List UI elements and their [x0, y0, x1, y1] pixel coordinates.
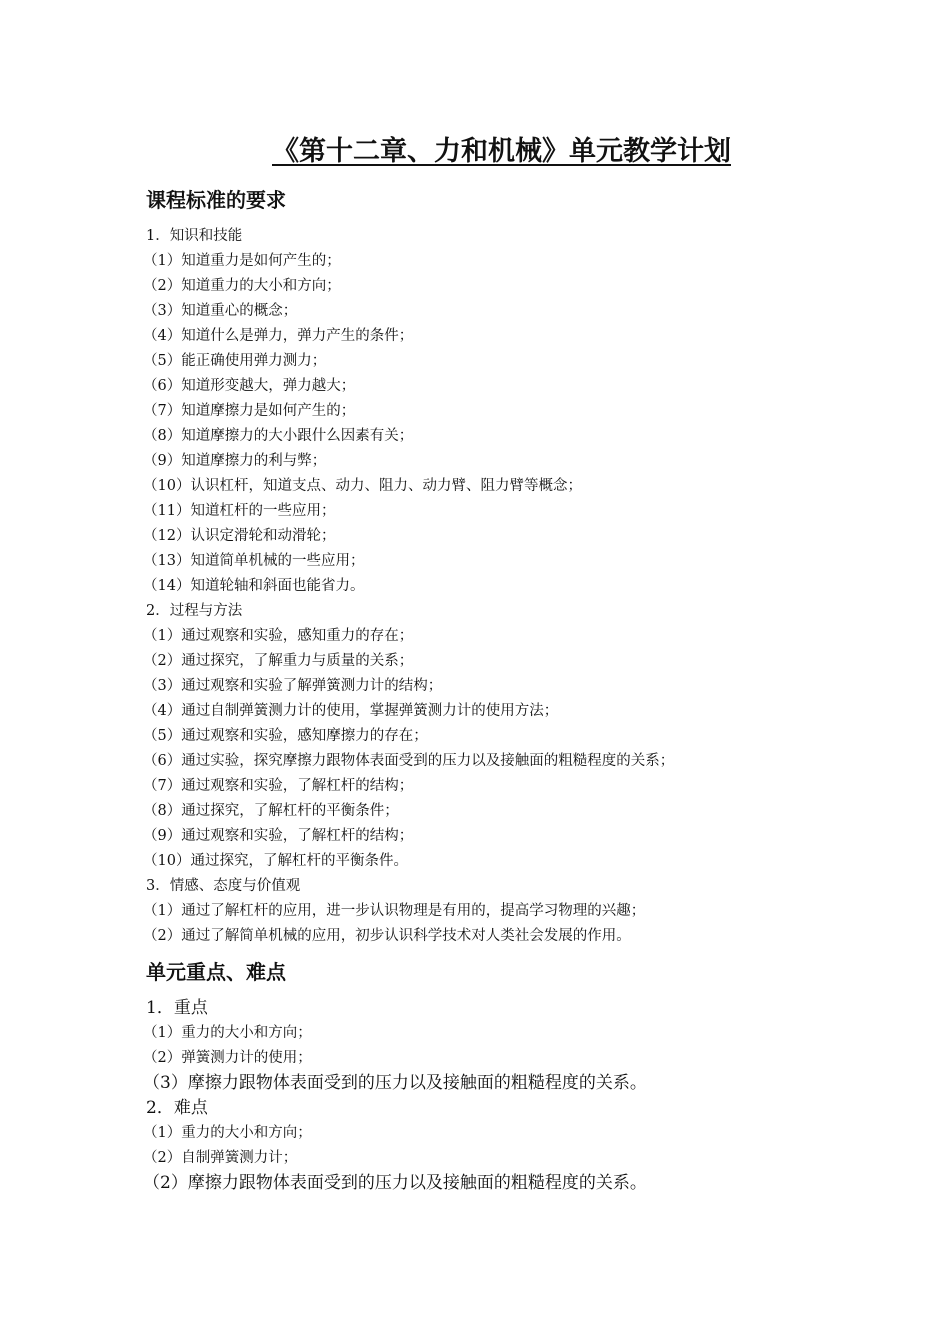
list-item: （3）知道重心的概念； — [143, 303, 298, 319]
subsection-label-attitude: 3．情感、态度与价值观 — [146, 878, 301, 894]
list-item: （1）重力的大小和方向； — [143, 1025, 312, 1041]
list-item: （2）自制弹簧测力计； — [143, 1150, 298, 1166]
list-item: （1）知道重力是如何产生的； — [143, 253, 341, 269]
list-item: （2）知道重力的大小和方向； — [143, 278, 341, 294]
list-item: （5）能正确使用弹力测力； — [143, 353, 327, 369]
list-item: （7）通过观察和实验，了解杠杆的结构； — [143, 778, 414, 794]
document-title: 《第十二章、力和机械》单元教学计划 — [272, 136, 731, 167]
list-item: （9）知道摩擦力的利与弊； — [143, 453, 327, 469]
list-item: （3）通过观察和实验了解弹簧测力计的结构； — [143, 678, 443, 694]
list-item: （2）通过了解简单机械的应用，初步认识科学技术对人类社会发展的作用。 — [143, 928, 631, 944]
section-heading-curriculum: 课程标准的要求 — [146, 188, 286, 212]
list-item: （1）通过了解杠杆的应用，进一步认识物理是有用的，提高学习物理的兴趣； — [143, 903, 646, 919]
list-item: （4）通过自制弹簧测力计的使用，掌握弹簧测力计的使用方法； — [143, 703, 559, 719]
list-item: （4）知道什么是弹力，弹力产生的条件； — [143, 328, 414, 344]
key-and-difficult-points — [143, 996, 647, 1196]
list-item: （10）认识杠杆，知道支点、动力、阻力、动力臂、阻力臂等概念； — [143, 478, 582, 494]
subsection-label-key-points: 1．重点 — [146, 998, 208, 1018]
list-item: （8）知道摩擦力的大小跟什么因素有关； — [143, 428, 414, 444]
list-item: （8）通过探究，了解杠杆的平衡条件； — [143, 803, 399, 819]
list-item: （11）知道杠杆的一些应用； — [143, 503, 336, 519]
list-item: （9）通过观察和实验，了解杠杆的结构； — [143, 828, 414, 844]
list-item: （1）通过观察和实验，感知重力的存在； — [143, 628, 414, 644]
list-item: （14）知道轮轴和斜面也能省力。 — [143, 578, 365, 594]
list-item: （2）摩擦力跟物体表面受到的压力以及接触面的粗糙程度的关系。 — [143, 1173, 647, 1193]
list-item: （7）知道摩擦力是如何产生的； — [143, 403, 356, 419]
list-item: （12）认识定滑轮和动滑轮； — [143, 528, 336, 544]
subsection-label-knowledge: 1．知识和技能 — [146, 228, 243, 244]
list-item: （1）重力的大小和方向； — [143, 1125, 312, 1141]
curriculum-requirements — [143, 224, 675, 949]
list-item: （6）通过实验，探究摩擦力跟物体表面受到的压力以及接触面的粗糙程度的关系； — [143, 753, 675, 769]
subsection-label-difficult-points: 2．难点 — [146, 1098, 208, 1118]
list-item: （2）弹簧测力计的使用； — [143, 1050, 312, 1066]
list-item: （5）通过观察和实验，感知摩擦力的存在； — [143, 728, 428, 744]
list-item: （13）知道简单机械的一些应用； — [143, 553, 365, 569]
list-item: （6）知道形变越大，弹力越大； — [143, 378, 356, 394]
list-item: （3）摩擦力跟物体表面受到的压力以及接触面的粗糙程度的关系。 — [143, 1073, 647, 1093]
list-item: （10）通过探究，了解杠杆的平衡条件。 — [143, 853, 408, 869]
list-item: （2）通过探究，了解重力与质量的关系； — [143, 653, 414, 669]
section-heading-key-points: 单元重点、难点 — [146, 960, 286, 984]
subsection-label-process: 2．过程与方法 — [146, 603, 243, 619]
